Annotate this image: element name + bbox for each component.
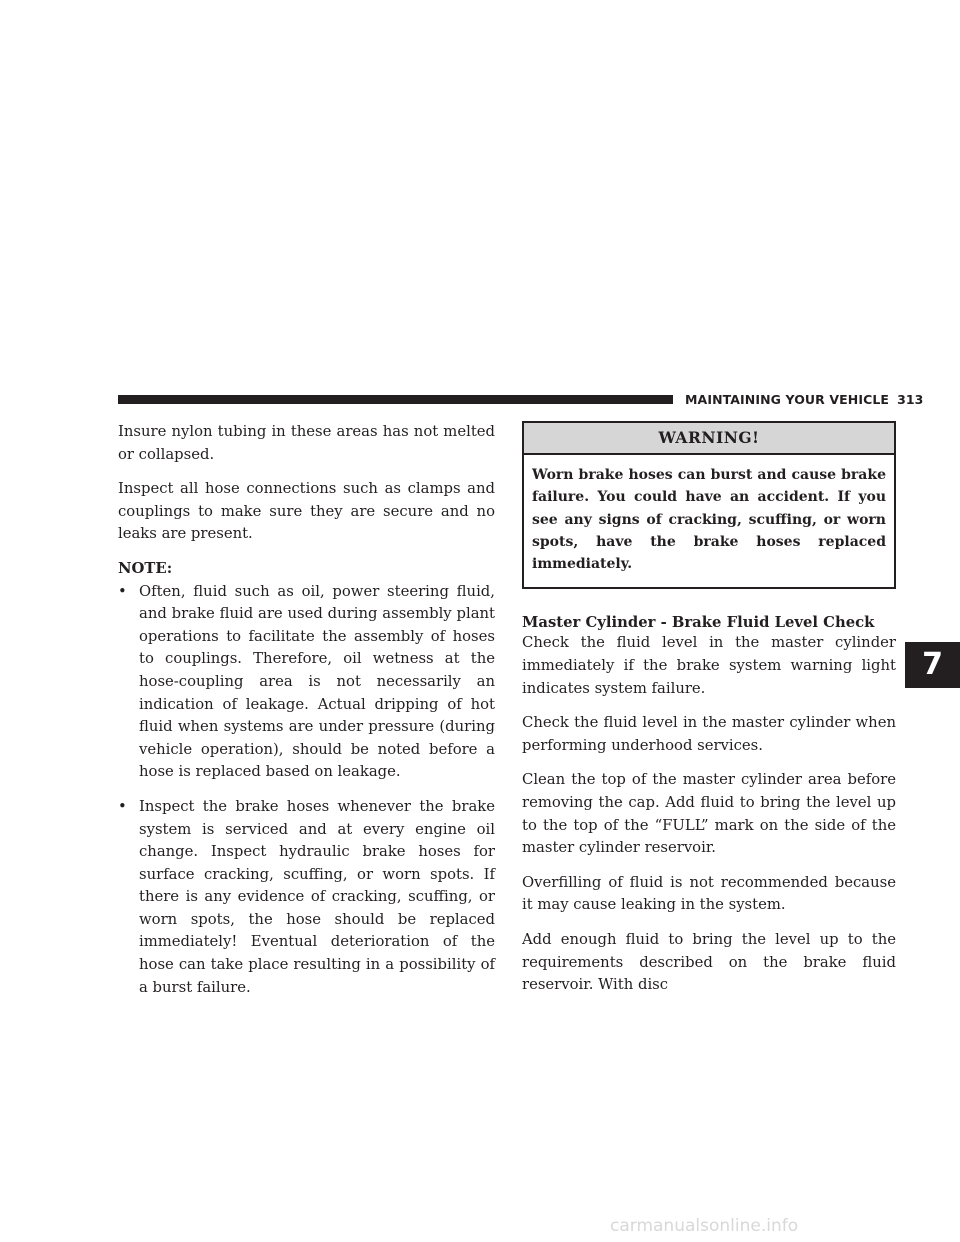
paragraph: Check the fluid level in the master cylinder immediately if the brake system warning light indicates system failure.	[522, 634, 896, 697]
header-rule	[118, 395, 673, 404]
list-item	[118, 581, 495, 784]
paragraph: Add enough fluid to bring the level up to the requirements described on the brake fluid reservoir. With disc	[522, 931, 896, 994]
paragraph: Overfilling of fluid is not recommended because it may cause leaking in the system.	[522, 873, 896, 914]
paragraph-hose-connections: Inspect all hose connections such as clamps and couplings to make sure they are secure and no leaks are present.	[118, 480, 495, 543]
right-column	[522, 421, 896, 1009]
header-title: MAINTAINING YOUR VEHICLE	[685, 392, 890, 407]
page-number: 313	[897, 392, 924, 407]
paragraph-nylon-tubing: Insure nylon tubing in these areas has not melted or collapsed.	[118, 423, 495, 463]
paragraph: Clean the top of the master cylinder area before removing the cap. Add fluid to bring the level up to the top of the “FULL” mark on the side of the master cylinder reservoir.	[522, 771, 896, 857]
left-column	[118, 421, 495, 1011]
running-header	[685, 392, 923, 407]
section-heading: Master Cylinder - Brake Fluid Level Check	[522, 614, 875, 632]
note-label: NOTE:	[118, 559, 173, 577]
warning-box	[522, 421, 896, 589]
paragraph: Check the fluid level in the master cylinder when performing underhood services.	[522, 714, 896, 754]
section-tab: 7	[905, 642, 960, 688]
warning-text: Worn brake hoses can burst and cause brake failure. You could have an accident. If you see any signs of cracking, scuffing, or worn spots, have the brake hoses replaced immediately.	[532, 467, 886, 573]
watermark: carmanualsonline.info	[610, 1216, 799, 1236]
bullet-icon: •	[118, 582, 127, 600]
warning-title: WARNING!	[524, 423, 894, 455]
list-item	[118, 796, 495, 999]
bullet-icon: •	[118, 797, 127, 815]
list-item-text: Often, fluid such as oil, power steering fluid, and brake fluid are used during assembly plant operations to facilitate the assembly of hoses to couplings. Therefore, oil wetness at the hose-coupling area is not necessarily an indication of leakage. Actual dripping of hot fluid when systems are under pressure (during vehicle operation), should be noted before a hose is replaced based on leakage.	[139, 582, 495, 781]
note-bullet-list	[118, 581, 495, 1000]
list-item-text: Inspect the brake hoses whenever the brake system is serviced and at every engine oil change. Inspect hydraulic brake hoses for surface cracking, scuffing, or worn spots. If there is any evidence of cracking, scuffing, or worn spots, the hose should be replaced immediately! Eventual deterioration of the hose can take place resulting in a possibility of a burst failure.	[139, 797, 495, 996]
